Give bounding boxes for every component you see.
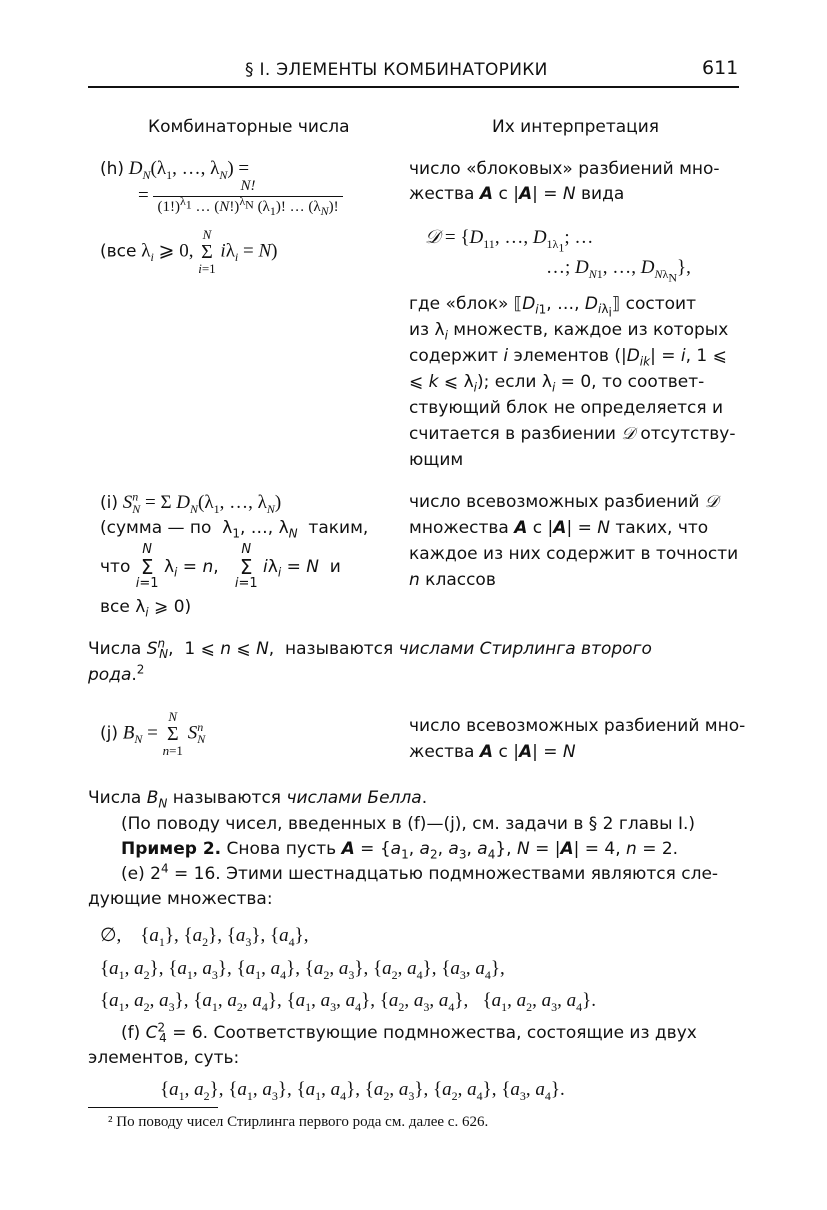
paragraph-f-1: (f) $C^2_4 = 6$. Соответствующие подмножества, состоящие из двух xyxy=(121,1020,697,1046)
running-header: § I. ЭЛЕМЕНТЫ КОМБИНАТОРИКИ xyxy=(245,60,548,80)
footnote-rule xyxy=(88,1107,218,1108)
entry-i-right-1: число всевозможных разбиений 𝒟 xyxy=(409,492,719,512)
entry-h-right-6: из $\lambda_i$ множеств, каждое из которых xyxy=(409,320,729,343)
entry-i-formula: (i) $S^n_N = \Sigma$ $D_N(\lambda_1$, …, $\lambda_N$) xyxy=(100,489,282,516)
entry-h-right-11: ющим xyxy=(409,450,464,470)
fraction-numerator: N! xyxy=(153,176,342,197)
entry-i-line-4: все $\lambda_i$ ⩾ 0) xyxy=(100,597,192,620)
entry-h-formula: (h) $D_N(\lambda_1$, …, $\lambda_N$) = xyxy=(100,158,250,182)
stirling-definition: Числа $S^n_N$, 1 ⩽ n ⩽ N, называются числами Стирлинга второго xyxy=(88,636,652,662)
bell-definition: Числа $B_N$ называются числами Белла. xyxy=(88,788,428,811)
entry-i-right-4: n классов xyxy=(409,570,496,590)
entry-h-right-8: ⩽ k ⩽ $\lambda_i$); если $\lambda_i = 0$, то соответ- xyxy=(409,372,705,395)
entry-i-line-3: что N Σ i=1 $\lambda_i = n$, N Σ i=1 $i\lambda_i = N$ и xyxy=(100,542,341,591)
paragraph-e-1: (e) $2^4 = 16$. Этими шестнадцатью подмножествами являются сле- xyxy=(121,861,719,884)
column-heading-left: Комбинаторные числа xyxy=(148,117,350,137)
entry-h-right-1: число «блоковых» разбиений мно- xyxy=(409,159,720,179)
entry-h-right-2: жества A с |A| = N вида xyxy=(409,184,625,204)
header-rule xyxy=(88,86,739,88)
footnote: ² По поводу чисел Стирлинга первого рода см. далее с. 626. xyxy=(108,1114,489,1130)
entry-h-right-7: содержит i элементов ($|D_{ik}| = i$, 1 ⩽ xyxy=(409,346,727,369)
entry-h-right-3: 𝒟 = {$D_{11}$, …, $D_{1\lambda_1}$; … xyxy=(425,227,594,255)
stirling-definition-2: рода.$^2$ xyxy=(88,662,145,685)
paragraph-e-2: дующие множества: xyxy=(88,889,273,909)
entry-h-right-4: …; $D_{N1}$, …, $D_{N\lambda_N}$}, xyxy=(546,257,691,285)
paragraph-f-2: элементов, суть: xyxy=(88,1048,240,1068)
sets-row-3: {$a_1$, $a_2$, $a_3$}, {$a_1$, $a_2$, $a_4$}, {$a_1$, $a_3$, $a_4$}, {$a_2$, $a_3$, $a_4$}, {$a_1$, $a_2$, $a_3$, $a_4$}. xyxy=(100,990,596,1014)
sets-pairs: {$a_1$, $a_2$}, {$a_1$, $a_3$}, {$a_1$, $a_4$}, {$a_2$, $a_3$}, {$a_2$, $a_4$}, {$a_3$, $a_4$}. xyxy=(160,1079,565,1103)
entry-h-fraction: = $\frac{N!}{(1!)^{\lambda_1} \dots (N!)^{\lambda_N} (\lambda_1)! \dots (\lambda_N)!}$ xyxy=(138,176,343,217)
entry-h-right-9: ствующий блок не определяется и xyxy=(409,398,724,418)
example-2: Пример 2. Снова пусть $A = \{a_1$, $a_2$, $a_3$, $a_4$}, N = |A| = 4, n = 2. xyxy=(121,839,679,862)
entry-h-condition: (все $\lambda_i$ ⩾ 0, N Σ i=1 $i\lambda_i = N$) xyxy=(100,227,278,276)
paragraph-reference: (По поводу чисел, введенных в (f)—(j), см. задачи в § 2 главы I.) xyxy=(121,814,695,834)
entry-i-line-2: (сумма — по $\lambda_1$, …, $\lambda_N$ таким, xyxy=(100,518,369,541)
entry-j-right-2: жества A с |A| = N xyxy=(409,742,576,762)
entry-h-right-5: где «блок» $⟦D_{i1}$, …, $D_{i\lambda_i}⟧$ состоит xyxy=(409,294,696,320)
sets-row-1: ∅, $\{a_1\}$, $\{a_2\}$, $\{a_3\}$, $\{a_4\}$, xyxy=(100,925,309,949)
entry-i-right-2: множества A с |A| = N таких, что xyxy=(409,518,709,538)
sets-row-2: {$a_1$, $a_2$}, {$a_1$, $a_3$}, {$a_1$, $a_4$}, {$a_2$, $a_3$}, {$a_2$, $a_4$}, {$a_3$, $a_4$}, xyxy=(100,958,505,982)
page-number: 611 xyxy=(702,57,739,79)
entry-j-right-1: число всевозможных разбиений мно- xyxy=(409,716,746,736)
example-label: Пример 2. xyxy=(121,839,222,859)
entry-h-right-10: считается в разбиении 𝒟 отсутству- xyxy=(409,424,736,444)
column-heading-right: Их интерпретация xyxy=(492,117,660,137)
fraction-denominator: $(1!)^{\lambda_1}$ … $(N!)^{\lambda_N}$ $(\lambda_1)$! … $(\lambda_N)$! xyxy=(157,194,339,218)
entry-j-formula: (j) $B_N = N$ Σ n=1 $S^n_N$ xyxy=(100,709,206,758)
entry-i-right-3: каждое из них содержит в точности xyxy=(409,544,739,564)
